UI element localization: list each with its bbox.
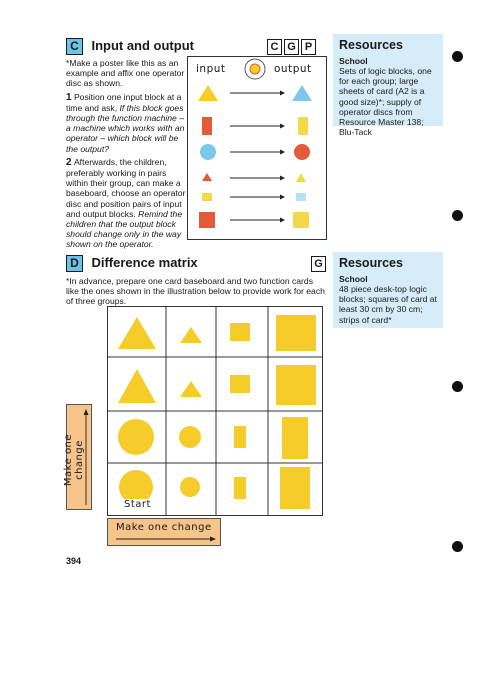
tag-c: C [267, 39, 282, 55]
poster-drawing [188, 57, 326, 239]
matrix-large-triangle-2 [118, 369, 156, 403]
matrix-small-triangle-1 [180, 327, 202, 343]
matrix-small-circle-2 [180, 477, 200, 497]
poster-output-label: output [274, 63, 312, 75]
operator-disc [245, 59, 265, 79]
output-blue-triangle [292, 85, 312, 101]
matrix-small-square-2 [230, 375, 250, 393]
step-1-text: Position one input block at a time and ask, [66, 91, 182, 113]
input-small-yellow-square [202, 193, 212, 201]
section-c-letter: C [66, 38, 83, 55]
step-1-italic: If this block goes through the function machine – a machine which works with an operator – which block will be the output? [66, 102, 185, 154]
matrix-small-rectangle-2 [234, 477, 246, 499]
tag-g: G [284, 39, 299, 55]
matrix-large-triangle-1 [118, 317, 156, 349]
step-1-number: 1 [66, 91, 72, 103]
matrix-large-circle-1 [118, 419, 154, 455]
input-blue-circle [200, 144, 216, 160]
resources-d-text: 48 piece desk-top logic blocks; squares of card at least 30 cm by 30 cm; strips of card* [339, 284, 437, 325]
horizontal-arrow [108, 519, 220, 545]
resources-d-box [333, 252, 443, 328]
matrix-small-rectangle-1 [234, 426, 246, 448]
matrix-large-rectangle-1 [282, 417, 308, 459]
vertical-card-label: Make one change [63, 433, 85, 487]
poster-input-label: input [196, 63, 226, 75]
matrix-large-square-1 [276, 315, 316, 351]
matrix-large-rectangle-2 [280, 467, 310, 509]
section-d-title: Difference matrix [91, 255, 198, 270]
section-c-tags [265, 37, 316, 55]
matrix-small-circle-1 [179, 426, 201, 448]
section-d-header [66, 254, 326, 272]
section-c-title: Input and output [91, 38, 194, 53]
step-2-number: 2 [66, 156, 72, 168]
horizontal-card-label: Make one change [116, 522, 212, 533]
tag-p: P [301, 39, 316, 55]
resources-c-title: Resources [339, 38, 403, 52]
resources-c-text: Sets of logic blocks, one for each group; large sheets of card (A2 is a good size)*; supply of operator discs from Resource Master 138; Blu-Tack [339, 66, 432, 138]
matrix-small-triangle-2 [180, 381, 202, 397]
step-2-italic: Remind the children that the output block should change only in the way shown on the operator. [66, 208, 183, 250]
difference-matrix [107, 306, 323, 516]
matrix-large-square-2 [276, 365, 316, 405]
horizontal-function-card [107, 518, 221, 546]
matrix-small-square-1 [230, 323, 250, 341]
resources-c-school: School [339, 56, 368, 66]
binder-hole-2 [452, 210, 463, 221]
binder-hole-3 [452, 381, 463, 392]
resources-d-school: School [339, 274, 368, 284]
resources-c-box [333, 34, 443, 138]
binder-hole-1 [452, 51, 463, 62]
page-number: 394 [66, 556, 82, 566]
matrix-start-label: Start [124, 499, 151, 510]
input-red-rectangle [202, 117, 212, 135]
output-yellow-rectangle [298, 117, 308, 135]
vertical-function-card [63, 404, 92, 510]
output-yellow-square [293, 212, 309, 228]
section-d-tags [309, 254, 326, 272]
matrix-drawing [108, 307, 322, 515]
function-machine-poster [187, 56, 327, 240]
resources-d-title: Resources [339, 256, 403, 270]
binder-hole-4 [452, 541, 463, 552]
section-d-letter: D [66, 255, 83, 272]
step-2-text: Afterwards, the children, preferably working in pairs within their group, can make a baseboard, choose an operator disc and position pairs of input and output blocks. [66, 156, 186, 219]
section-c-body [66, 58, 186, 253]
tag-g-d: G [311, 256, 326, 272]
output-red-circle [294, 144, 310, 160]
input-red-square [199, 212, 215, 228]
output-small-blue-square [296, 193, 306, 201]
section-c-intro: *Make a poster like this as an example and affix one operator disc as shown. [66, 58, 185, 89]
section-d-intro: *In advance, prepare one card baseboard and two function cards like the ones shown in the illustration below to provide work for each of three groups. [66, 276, 325, 307]
input-yellow-triangle [198, 85, 218, 101]
output-small-yellow-triangle [296, 173, 306, 182]
input-small-red-triangle [202, 173, 212, 181]
